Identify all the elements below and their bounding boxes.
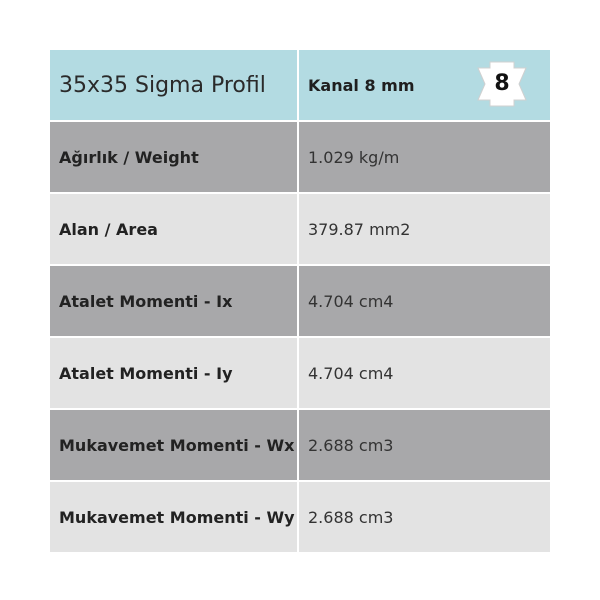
- profile-title: 35x35 Sigma Profil: [50, 50, 299, 120]
- row-label: Atalet Momenti - Ix: [50, 266, 299, 336]
- row-value: 2.688 cm3: [308, 507, 394, 527]
- row-label: Mukavemet Momenti - Wx: [50, 410, 299, 480]
- row-value: 4.704 cm4: [308, 291, 394, 311]
- spec-table: [50, 50, 550, 552]
- channel-size: [299, 50, 550, 120]
- row-value: 1.029 kg/m: [308, 147, 400, 167]
- table-row: [50, 338, 550, 408]
- row-label: Alan / Area: [50, 194, 299, 264]
- row-value: 2.688 cm3: [308, 435, 394, 455]
- table-row: [50, 482, 550, 552]
- table-row: [50, 194, 550, 264]
- row-label: Mukavemet Momenti - Wy: [50, 482, 299, 552]
- profile-slot-icon: [474, 59, 530, 109]
- row-value: 379.87 mm2: [308, 219, 411, 239]
- table-row: [50, 122, 550, 192]
- table-row: [50, 410, 550, 480]
- badge-number: 8: [494, 71, 510, 96]
- table-row: [50, 266, 550, 336]
- table-header: [50, 50, 550, 120]
- row-label: Atalet Momenti - Iy: [50, 338, 299, 408]
- row-value: 4.704 cm4: [308, 363, 394, 383]
- row-label: Ağırlık / Weight: [50, 122, 299, 192]
- channel-label: Kanal 8 mm: [308, 75, 415, 95]
